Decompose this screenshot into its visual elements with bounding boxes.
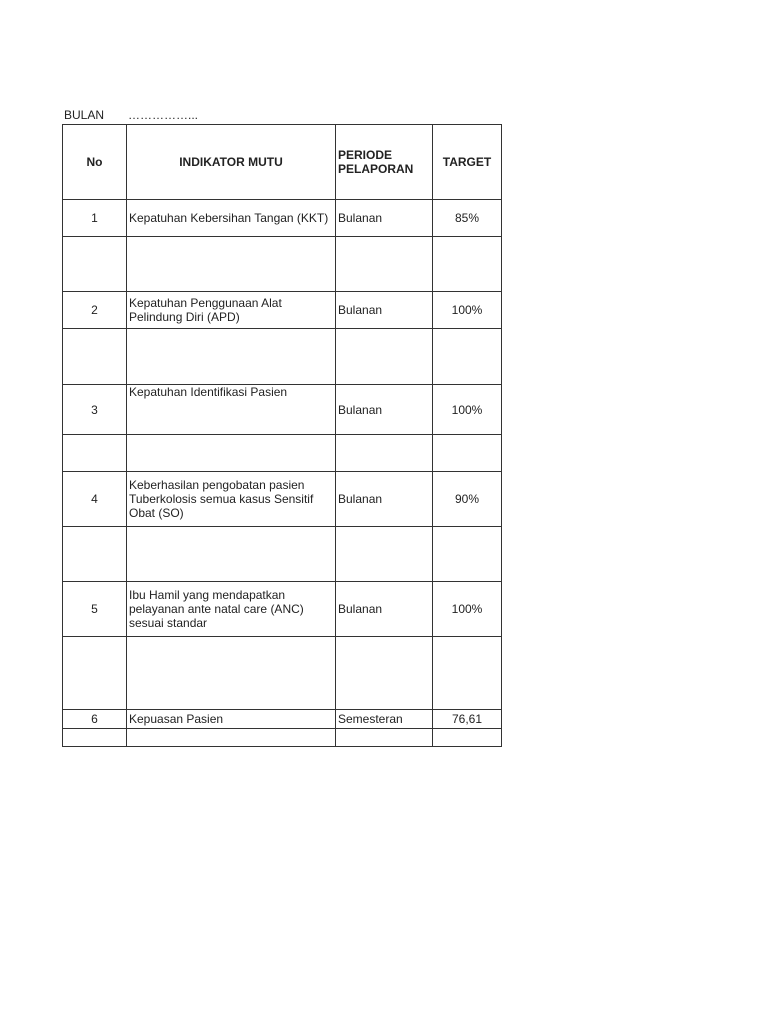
row-target: 85% <box>433 200 502 237</box>
blank-cell <box>63 637 127 710</box>
row-periode: Semesteran <box>336 710 433 729</box>
blank-cell <box>127 329 336 385</box>
blank-cell <box>336 637 433 710</box>
header-no: No <box>63 125 127 200</box>
blank-row <box>63 329 502 385</box>
blank-cell <box>433 435 502 472</box>
blank-cell <box>433 729 502 747</box>
row-indikator: Kepatuhan Kebersihan Tangan (KKT) <box>127 200 336 237</box>
table-header-row <box>63 125 502 200</box>
row-indikator: Ibu Hamil yang mendapatkan pelayanan ante natal care (ANC) sesuai standar <box>127 582 336 637</box>
table-row <box>63 292 502 329</box>
row-no: 4 <box>63 472 127 527</box>
row-periode: Bulanan <box>336 472 433 527</box>
row-no: 5 <box>63 582 127 637</box>
header-periode: PERIODE PELAPORAN <box>336 125 433 200</box>
row-indikator: Kepatuhan Penggunaan Alat Pelindung Diri (APD) <box>127 292 336 329</box>
row-indikator: Kepuasan Pasien <box>127 710 336 729</box>
table-row <box>63 710 502 729</box>
bulan-label: BULAN <box>64 108 105 122</box>
row-no: 2 <box>63 292 127 329</box>
row-target: 90% <box>433 472 502 527</box>
row-indikator: Kepatuhan Identifikasi Pasien <box>127 385 336 435</box>
blank-row <box>63 527 502 582</box>
blank-row <box>63 729 502 747</box>
row-target: 100% <box>433 385 502 435</box>
blank-cell <box>63 435 127 472</box>
row-target: 100% <box>433 582 502 637</box>
blank-cell <box>336 237 433 292</box>
row-no: 1 <box>63 200 127 237</box>
row-no: 6 <box>63 710 127 729</box>
table-row <box>63 200 502 237</box>
blank-cell <box>127 527 336 582</box>
blank-cell <box>127 435 336 472</box>
blank-cell <box>63 329 127 385</box>
blank-row <box>63 637 502 710</box>
row-target: 100% <box>433 292 502 329</box>
header-indikator: INDIKATOR MUTU <box>127 125 336 200</box>
blank-cell <box>336 329 433 385</box>
blank-row <box>63 237 502 292</box>
row-no: 3 <box>63 385 127 435</box>
bulan-line <box>64 107 199 123</box>
row-periode: Bulanan <box>336 200 433 237</box>
row-periode: Bulanan <box>336 582 433 637</box>
blank-cell <box>433 237 502 292</box>
table-row <box>63 582 502 637</box>
blank-cell <box>63 237 127 292</box>
blank-cell <box>336 729 433 747</box>
blank-cell <box>127 637 336 710</box>
header-target: TARGET <box>433 125 502 200</box>
blank-cell <box>127 729 336 747</box>
row-periode: Bulanan <box>336 385 433 435</box>
blank-cell <box>433 329 502 385</box>
blank-cell <box>433 527 502 582</box>
blank-cell <box>433 637 502 710</box>
table-row <box>63 385 502 435</box>
blank-cell <box>336 435 433 472</box>
row-indikator: Keberhasilan pengobatan pasien Tuberkolosis semua kasus Sensitif Obat (SO) <box>127 472 336 527</box>
blank-cell <box>63 527 127 582</box>
blank-cell <box>127 237 336 292</box>
indikator-mutu-table <box>62 124 502 747</box>
row-target: 76,61 <box>433 710 502 729</box>
blank-row <box>63 435 502 472</box>
row-periode: Bulanan <box>336 292 433 329</box>
table-row <box>63 472 502 527</box>
bulan-value: ……………... <box>128 108 199 122</box>
blank-cell <box>336 527 433 582</box>
blank-cell <box>63 729 127 747</box>
